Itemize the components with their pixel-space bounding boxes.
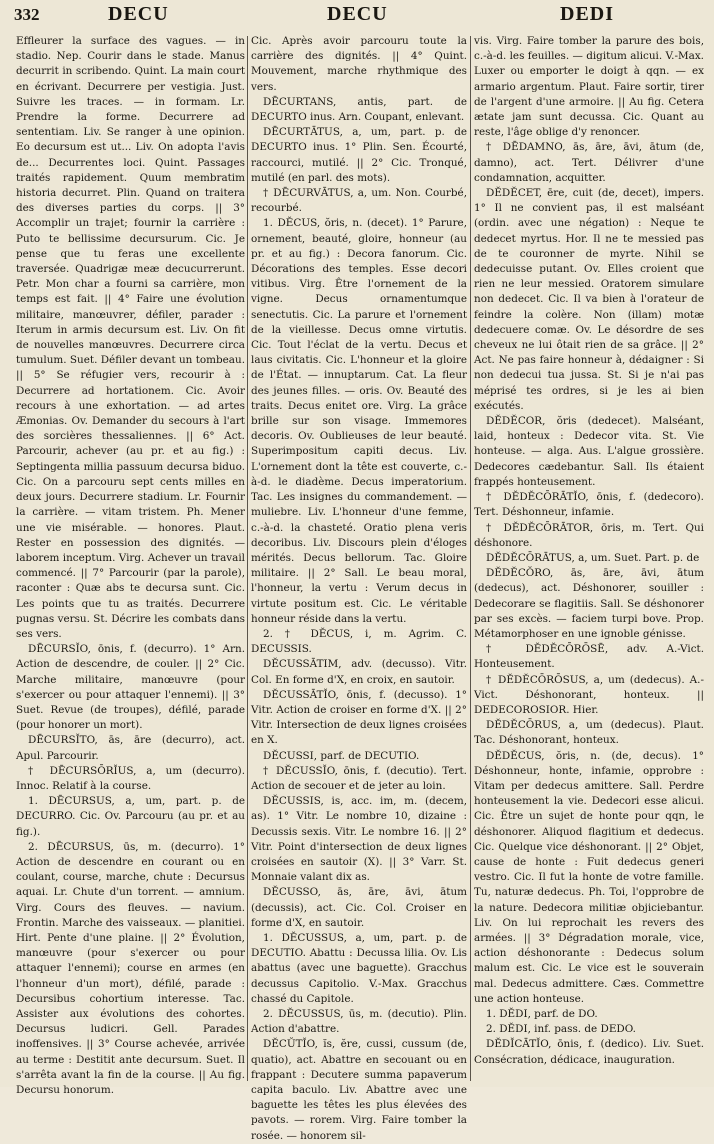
entry: † DĒCURSŌRĬUS, a, um (decurro). Innoc. Relatif à la course. xyxy=(16,764,245,792)
entry: DĔCUSSO, ās, āre, āvi, ātum (decussis), act. Cic. Col. Croiser en forme d'X, en sautoir. xyxy=(251,886,467,929)
entry: 2. † DĔCUS, i, m. Agrim. C. DECUSSIS. xyxy=(251,627,467,656)
headword-left: DECU xyxy=(108,3,169,25)
headword-center: DECU xyxy=(327,3,388,25)
column-divider xyxy=(247,36,248,1081)
entry: 2. DĔCUSSUS, ūs, m. (decutio). Plin. Action d'abattre. xyxy=(251,1008,467,1036)
entry: DĒCURTĀTUS, a, um, part. p. de DECURTO inus. 1° Plin. Sen. Écourté, raccourci, mutilé. || 2° Cic. Tronqué, mutilé (en parl. des mots). xyxy=(251,126,467,184)
entry-continuation: vis. Virg. Faire tomber la parure des bois, c.-à-d. les feuilles. — digitum alicui. V.-Max. Luxer ou emporter le doigt à qqn. — ex armario argentum. Plaut. Faire sortir, tirer de l'argent d'une armoire. || Au fig. Cetera ætate jam sunt decussa. Cic. Quant au reste, l'âge oblige d'y renoncer. xyxy=(474,35,704,139)
entry: DĔCUSSI, parf. de DECUTIO. xyxy=(263,749,420,762)
entry: † DĔDĔCŌRŌSUS, a, um (dedecus). A.-Vict. Déshonorant, honteux. || DEDECOROSIOR. Hier. xyxy=(474,673,704,716)
entry: DĒCURSĬO, ōnis, f. (decurro). 1° Arn. Action de descendre, de couler. || 2° Cic. Marche militaire, manœuvre (pour s'exercer ou pour attaquer l'ennemi). || 3° Suet. Revue (de troupes), défilé, parade (pour honorer un mort). xyxy=(16,643,245,732)
entry: DĔCUSSIS, is, acc. im, m. (decem, as). 1° Vitr. Le nombre 10, dizaine : Decussis sexis. Vitr. Le nombre 16. || 2° Vitr. Point d'intersection de deux lignes croisées en sautoir (X). || 3° Varr. St. Monnaie valant dix as. xyxy=(251,795,467,884)
entry: 1. DĒCURSUS, a, um, part. p. de DECURRO. Cic. Ov. Parcouru (au pr. et au fig.). xyxy=(16,795,245,838)
entry: † DĔDĔCŌRĀTĬO, ōnis, f. (dedecoro). Tert. Déshonneur, infamie. xyxy=(474,491,704,519)
entry: † DĔDĔCŌRĀTOR, ōris, m. Tert. Qui déshonore. xyxy=(474,521,704,549)
entry: 1. DĔCUS, ŏris, n. (decet). 1° Parure, ornement, beauté, gloire, honneur (au pr. et au fig.) : Decora fanorum. Cic. Décorations des temples. Esse decori vitibus. Virg. Être l'ornement de la vigne. Decus ornamentumque senectutis. Cic. La parure et l'ornement de la vieillesse. Decus omne virtutis. Cic. Tout l'éclat de la vertu. Decus et laus civitatis. Cic. L'honneur et la gloire de l'État. — innuptarum. Cat. La fleur des jeunes filles. — oris. Ov. Beauté des traits. Decus enitet ore. Virg. La grâce brille sur son visage. Immemores decoris. Ov. Oublieuses de leur beauté. Superimpositum capiti decus. Liv. L'ornement dont la tête est couverte, c.-à-d. le diadème. Decus imperatorium. Tac. Les insignes du commandement. — muliebre. Liv. L'honneur d'une femme, c.-à-d. la chasteté. Oratio plena veris decoribus. Liv. Discours plein d'éloges mérités. Decus bellorum. Tac. Gloire militaire. || 2° Sall. Le beau moral, l'honneur, la vertu : Verum decus in virtute positum est. Cic. Le véritable honneur réside dans la vertu. xyxy=(251,217,467,625)
entry: DĔDĔCŌRĀTUS, a, um. Suet. Part. p. de xyxy=(486,551,700,564)
entry: † DĒCURVĀTUS, a, um. Non. Courbé, recourbé. xyxy=(251,187,467,215)
entry: DĔDĔCUS, ŏris, n. (de, decus). 1° Déshonneur, honte, infamie, opprobre : Vitam per dedecus amittere. Sall. Perdre honteusement la vie. Dedecori esse alicui. Cic. Être un sujet de honte pour qqn, le déshonorer. Aliquod flagitium et dedecus. Cic. Quelque vice déshonorant. || 2° Objet, cause de honte : Fuit dedecus generi vestro. Cic. Il fut la honte de votre famille. Tu, naturæ dedecus. Ph. Toi, l'opprobre de la nature. Dedecora militiæ objiciebantur. Liv. On lui reprochait les revers des armées. || 3° Dégradation morale, vice, action déshonorante : Dedecus solum malum est. Cic. Le vice est le souverain mal. Dedecus admittere. Cæs. Commettre une action honteuse. xyxy=(474,749,704,1005)
entry: 2. DĔDI, inf. pass. de DEDO. xyxy=(486,1023,636,1036)
column-middle xyxy=(251,34,467,1142)
entry: † DĒDAMNO, ās, āre, āvi, ātum (de, damno), act. Tert. Délivrer d'une condamnation, acquitter. xyxy=(474,141,704,184)
running-header xyxy=(0,2,714,26)
entry-continuation: Cic. Après avoir parcouru toute la carrière des dignités. || 4° Quint. Mouvement, marche rhythmique des vers. xyxy=(251,35,467,93)
entry: DĒCURTANS, antis, part. de DECURTO inus. Arn. Coupant, enlevant. xyxy=(251,95,467,124)
column-right xyxy=(474,34,704,1084)
column-left xyxy=(16,34,245,1097)
entry: † DĔCUSSĬO, ōnis, f. (decutio). Tert. Action de secouer et de jeter au loin. xyxy=(251,764,467,792)
entry: DĔDĔCŎRO, ās, āre, āvi, ātum (dedecus), act. Déshonorer, souiller : Dedecorare se flagitiis. Sall. Se déshonorer par ses excès. — faciem turpi bove. Prop. Métamorphoser en une ignoble génisse. xyxy=(474,567,704,640)
page-number: 332 xyxy=(14,5,40,24)
entry: † DĔDĔCŌRŌSĒ, adv. A.-Vict. Honteusement. xyxy=(474,643,704,671)
entry: 1. DĔCUSSUS, a, um, part. p. de DECUTIO. Abattu : Decussa lilia. Ov. Lis abattus (avec une baguette). Gracchus decussus Capitolio. V.-Max. Gracchus chassé du Capitole. xyxy=(251,931,467,1005)
entry: DĔDĔCET, ēre, cuit (de, decet), impers. 1° Il ne convient pas, il est malséant (ordin. avec une négation) : Neque te dedecet myrtus. Hor. Il ne te messied pas de te couronner de myrte. Nihil se dedecuisse putant. Ov. Elles croient que rien ne leur messied. Oratorem simulare non dedecet. Cic. Il va bien à l'orateur de feindre la colère. Non (illam) motæ dedecuere comæ. Ov. Le désordre de ses cheveux ne lui ôtait rien de sa grâce. || 2° Act. Ne pas faire honneur à, dédaigner : Si non dedecui tua jussa. St. Si je n'ai pas méprisé tes ordres, si je les ai bien exécutés. xyxy=(474,187,704,412)
entry: DĔCŬTĬO, ĭs, ĕre, cussi, cussum (de, quatio), act. Abattre en secouant ou en frappant : Decutere summa papaverum capita baculo. Liv. Abattre avec une baguette les têtes les plus élevées des pavots. — rorem. Virg. Faire tomber la rosée. — honorem sil- xyxy=(251,1038,467,1142)
entry: 1. DĔDI, parf. de DO. xyxy=(486,1008,598,1020)
entry: DĔDĔCŌRUS, a, um (dedecus). Plaut. Tac. Déshonorant, honteux. xyxy=(474,719,704,747)
entry: DĒCURSĬTO, ās, āre (decurro), act. Apul. Parcourir. xyxy=(16,734,245,762)
entry: DĔDĔCOR, ŏris (dedecet). Malséant, laid, honteux : Dedecor vita. St. Vie honteuse. — alga. Aus. L'algue grossière. Dedecores cædebantur. Sall. Ils étaient frappés honteusement. xyxy=(474,415,704,488)
entry: DĔCUSSĀTIM, adv. (decusso). Vitr. Col. En forme d'X, en croix, en sautoir. xyxy=(251,658,467,686)
entry-continuation: Effleurer la surface des vagues. — in stadio. Nep. Courir dans le stade. Manus decurrit in scribendo. Quint. La main court en écrivant. Decurrere per vestigia. Just. Suivre les traces. — in formam. Lr. Prendre la forme. Decurrere ad sententiam. Liv. Se ranger à une opinion. Eo decursum est ut... Liv. On adopta l'avis de... Decurrentes loci. Quint. Passages traités rapidement. Quum membratim historia decurret. Plin. Quand on traitera des diverses parties du corps. || 3° Accomplir un trajet; fournir la carrière : Puto te bellissime decursurum. Cic. Je pense que tu feras une excellente traversée. Quadrigæ meæ decucurrerunt. Petr. Mon char a fourni sa carrière, mon temps est fait. || 4° Faire une évolution militaire, manœuvrer, défiler, parader : Iterum in armis decursum est. Liv. On fit de nouvelles manœuvres. Decurrere circa tumulum. Suet. Défiler devant un tombeau. || 5° Se réfugier vers, recourir à : Decurrere ad hortationem. Cic. Avoir recours à une exhortation. — ad artes Æmonias. Ov. Demander du secours à l'art des sorcières thessaliennes. || 6° Act. Parcourir, achever (au pr. et au fig.) : Septingenta millia passuum decursa biduo. Cic. On a parcouru sept cents milles en deux jours. Decurrere stadium. Lr. Fournir la carrière. — vitam tristem. Ph. Mener une vie misérable. — honores. Plaut. Rester en possession des dignités. — laborem inceptum. Virg. Achever un travail commencé. || 7° Parcourir (par la parole), raconter : Quæ abs te decursa sunt. Cic. Les points que tu as traités. Decurrere pugnas versu. St. Décrire les combats dans ses vers. xyxy=(16,35,245,640)
entry: DĔDĬCĀTĬO, ōnis, f. (dedico). Liv. Suet. Consécration, dédicace, inauguration. xyxy=(474,1038,704,1066)
entry: 2. DĒCURSUS, ūs, m. (decurro). 1° Action de descendre en courant ou en coulant, course, marche, chute : Decursus aquai. Lr. Chute d'un torrent. — amnium. Virg. Cours des fleuves. — navium. Frontin. Marche des vaisseaux. — planitiei. Hirt. Pente d'une plaine. || 2° Évolution, manœuvre (pour s'exercer ou pour attaquer l'ennemi); course en armes (en l'honneur d'un mort), défilé, parade : Decursibus cohortium interesse. Tac. Assister aux évolutions des cohortes. Decursus ludicri. Gell. Parades inoffensives. || 3° Course achevée, arrivée au terme : Destitit ante decursum. Suet. Il s'arrêta avant la fin de la course. || Au fig. Decursu honorum. xyxy=(16,840,245,1097)
headword-right: DEDI xyxy=(560,3,615,25)
column-divider xyxy=(470,36,471,1081)
entry: DĔCUSSĀTĬO, ōnis, f. (decusso). 1° Vitr. Action de croiser en forme d'X. || 2° Vitr. Intersection de deux lignes croisées en X. xyxy=(251,688,467,747)
